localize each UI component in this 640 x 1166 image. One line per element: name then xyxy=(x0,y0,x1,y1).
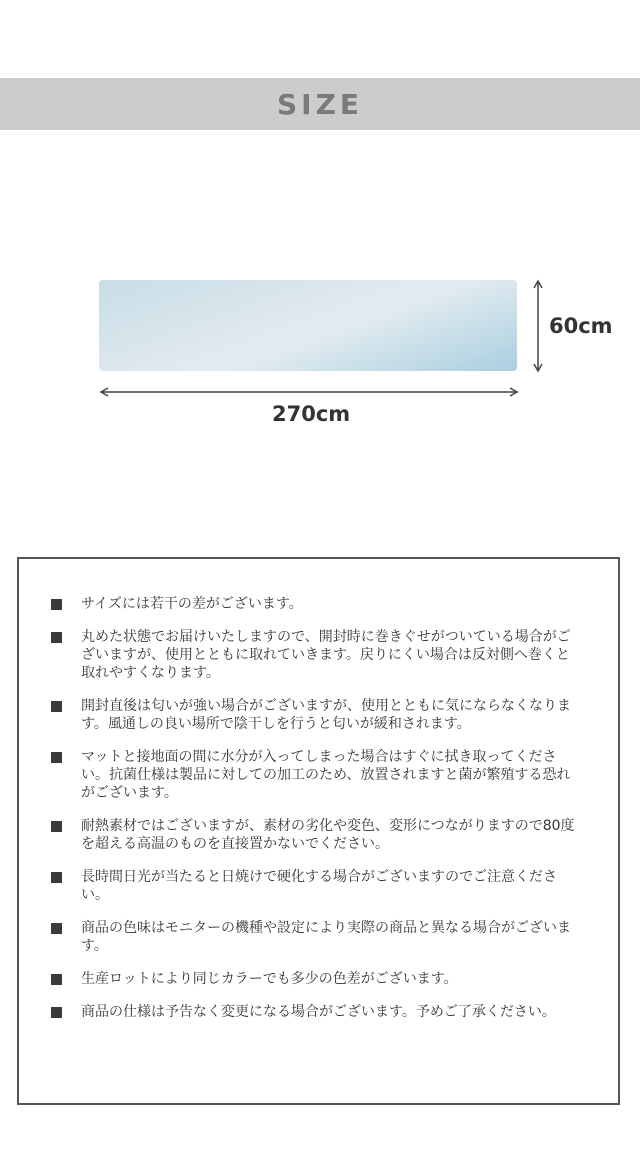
note-item xyxy=(51,919,591,955)
banner-title: SIZE xyxy=(276,87,363,121)
width-label: 270cm xyxy=(272,402,351,426)
notes-list xyxy=(51,595,591,1036)
width-arrow-icon xyxy=(101,388,517,396)
height-arrow-icon xyxy=(534,281,542,371)
square-bullet-icon xyxy=(51,974,62,985)
note-text: 丸めた状態でお届けいたしますので、開封時に巻きぐせがついている場合がございますが、使用とともに取れていきます。戻りにくい場合は反対側へ巻くと取れやすくなります。 xyxy=(81,629,571,681)
note-item xyxy=(51,1003,591,1021)
note-item xyxy=(51,970,591,988)
square-bullet-icon xyxy=(51,752,62,763)
square-bullet-icon xyxy=(51,632,62,643)
note-text: 商品の仕様は予告なく変更になる場合がございます。予めご了承ください。 xyxy=(81,1004,556,1020)
square-bullet-icon xyxy=(51,701,62,712)
note-text: サイズには若干の差がございます。 xyxy=(81,596,303,612)
square-bullet-icon xyxy=(51,821,62,832)
note-item xyxy=(51,595,591,613)
note-item xyxy=(51,817,591,853)
note-item xyxy=(51,868,591,904)
note-item xyxy=(51,748,591,802)
height-label: 60cm xyxy=(549,314,613,338)
square-bullet-icon xyxy=(51,872,62,883)
dimension-arrows xyxy=(0,0,640,440)
square-bullet-icon xyxy=(51,923,62,934)
note-text: 耐熱素材ではございますが、素材の劣化や変色、変形につながりますので80度を超える高温のものを直接置かないでください。 xyxy=(81,818,575,852)
note-text: 長時間日光が当たると日焼けで硬化する場合がございますのでご注意ください。 xyxy=(81,869,557,903)
note-text: マットと接地面の間に水分が入ってしまった場合はすぐに拭き取ってください。抗菌仕様は製品に対しての加工のため、放置されますと菌が繁殖する恐れがございます。 xyxy=(81,749,571,801)
square-bullet-icon xyxy=(51,1007,62,1018)
notes-box xyxy=(17,557,620,1105)
note-item xyxy=(51,697,591,733)
note-text: 生産ロットにより同じカラーでも多少の色差がございます。 xyxy=(81,971,458,987)
square-bullet-icon xyxy=(51,599,62,610)
note-text: 商品の色味はモニターの機種や設定により実際の商品と異なる場合がございます。 xyxy=(81,920,571,954)
note-item xyxy=(51,628,591,682)
note-text: 開封直後は匂いが強い場合がございますが、使用とともに気にならなくなります。風通しの良い場所で陰干しを行うと匂いが緩和されます。 xyxy=(81,698,571,732)
